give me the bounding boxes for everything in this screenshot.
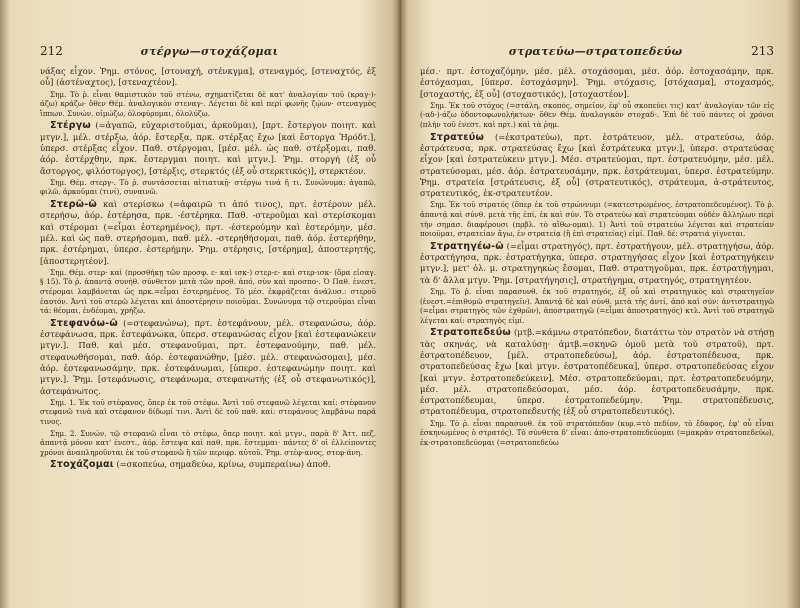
dictionary-entry bbox=[40, 199, 376, 267]
dictionary-note: Σημ. 2. Συνών. τῷ στεφανῶ εἶναι τὸ στέφω, ὅπερ ποιητ. καὶ μτγν., παρὰ δ' Ἀττ. πεζ. ἀπαντᾷ μόνον κατ' ἐνεστ., ἀόρ. ἔστεψα καὶ παθ. πρκ. ἔστεμμαι· πάντες δ' οἱ ἐλλείποντες χρόνοι ἀναπληροῦνται ἐκ τοῦ στεφανῶ ἢ τῶν περιφρ. αὐτοῦ. Ῥημ. στέφ-ανος, στεφ-άνη. bbox=[40, 428, 376, 457]
entry-headword: Στέργω bbox=[50, 120, 91, 132]
dictionary-note: Σημ. Τὸ ῥ. εἶναι θαμιστικὸν τοῦ στένω, σχηματίζεται δὲ κατ' ἀναλογίαν τοῦ (κραγ-)-άζω) κράζω· ὅθεν Θέμ. ἀναλογικὸν στεναγ-. Λέγεται δὲ καὶ περί φωνῆς ζῴων· στεναγμὸς ἵππων. Συνών. οἰμώζω, ὀλοφύρομαι, ὀλολύζω. bbox=[40, 89, 376, 118]
continued-text: νάξας εἶχον. Ῥημ. στόνος, [στοναχή, στένκγμα], στεναγμός, [στεναχτός, ἐξ οὗ] (ἀστέναχτος), [στεναχτέον]. bbox=[40, 66, 376, 88]
right-entries bbox=[420, 66, 774, 448]
left-entries bbox=[40, 66, 376, 471]
entry-headword: Στρατεύω bbox=[430, 131, 485, 143]
left-page bbox=[0, 0, 398, 608]
continued-text: μέσ.· πρτ. ἐστοχαζόμην, μέσ. μέλ. στοχάσομαι, μέσ. ἀόρ. ἐστοχασάμην, πρκ. ἐστόχασμαι, [ὑπερσ. ἐστοχάσμην]. Ῥημ. στόχασις, [στόχασμα], στοχασμός, [στοχαστής, ἐξ οὗ] (στοχαστικός), [στοχαστέον]. bbox=[420, 66, 774, 99]
right-running-head bbox=[420, 44, 774, 58]
entry-body: (=σκοπεύω, σημαδεύω, κρίνω, συμπεραίνω) ἀποθ. bbox=[116, 459, 331, 470]
dictionary-note: Σημ. Θέμ. στεργ-. Τὸ ῥ. συντάσσεται αἰτιατικῇ· στέργω τινά ἤ τι. Συνώνυμα: ἀγαπῶ, φιλῶ, ἀρκοῦμαι (τινί), συναινῶ. bbox=[40, 177, 376, 197]
left-running-head bbox=[40, 44, 376, 58]
entry-body: (=ἐκστρατεύω), πρτ. ἐστράτευον, μέλ. στρατεύσω, ἀόρ. ἐστράτευσα, πρκ. στρατεύσας ἔχω [καὶ ἐστράτευκα μτγν.], ὑπερσ. στρατεύσας εἶχον [καὶ ἐστρατεύκειν μτγν.]. Μέσ. στρατεύομαι, πρτ. ἐστρατευόμην, μέσ. μέλ. στρατεύσομαι, μέσ. ἀόρ. ἐστρατευσάμην, πρκ. ἐστράτευμαι, ὑπερσ. ἐστρατεύμην. Ῥημ. στρατεία [στράτευσις, ἐξ οὗ] (στρατευτικός), στράτευμα, ἀ-στράτευτος, στρατευτικός, ἐκ-στρατευτέον. bbox=[420, 131, 774, 199]
dictionary-entry bbox=[40, 459, 376, 470]
entry-body: (=εἶμαι στρατηγός), πρτ. ἐστρατήγουν, μέλ. στρατηγήσω, ἀόρ. ἐστρατήγησα, πρκ. ἐστρατήγηκα, ὑπερσ. στρατηγήσας εἶχον [καὶ ἐστρατηγήκειν μτγν.], μετ' ὀλ. μ. στρατηγηκὼς ἔσομαι, Παθ. στρατηγοῦμαι, πρκ. ἐστρατήγημαι, τὰ δ' ἄλλα μτγν. Ῥημ. [στρατήγησις], στρατήγημα, στρατηγός, στρατηγητέον. bbox=[420, 240, 774, 285]
dictionary-entry bbox=[40, 318, 376, 397]
dictionary-note: Σημ. Ἐκ τοῦ στόχος (=στάλη, σκοπός, σημεῖον, ἐφ' οὗ σκοπεύει τις) κατ' ἀναλογίαν τῶν εἰς (-αδ-)-άζω ὀδοντοφωνολήκτων· ὅθεν Θέμ. ἀναλογικὸν στοχαδ-. Ἐπὶ δὲ τοῦ πάντες οἱ χρόνοι (πλὴν τοῦ ἐνεστ. καὶ πρτ.) καὶ τὰ ῥημ. bbox=[420, 100, 774, 130]
entry-headword: Στερῶ-ῶ bbox=[50, 199, 97, 211]
dictionary-note: Σημ. Τὸ ῥ. εἶναι παρασυνθ. ἐκ τοῦ στρατόπεδον (κυρ.=τὸ πεδίον, τὸ ἔδαφος, ἐφ' οὗ εἶναι ἐσκηνωμένος ὁ στρατός). Τὸ σύνθετα δ' εἶναι: ἀπο-στρατοπεδεύομαι (=μακρὰν στρατοπεδεύω), ἐκ-στρατοπεδεύομαι (=στρατοπεδεύω bbox=[420, 418, 774, 447]
entry-headword: Στοχάζομαι bbox=[50, 459, 114, 471]
dictionary-entry bbox=[40, 120, 376, 176]
entry-body: (μτβ.=κάμνω στρατόπεδον, διατάττω τὸν στρατὸν νὰ στήσῃ τὰς σκηνάς, νὰ καταλύσῃ· ἀμτβ.=σκηνῶ ὁμοῦ μετὰ τοῦ στρατοῦ), πρτ. ἐστρατοπέδευον, [μέλ. στρατοπεδεύσω], ἀόρ. ἐστρατοπέδευσα, πρκ. στρατοπεδεύσας ἔχω [καὶ μτγν. ἐστρατοπέδευκα], ὑπερσ. στρατοπεδεύσας εἶχον [καὶ μτγν. ἐστρατοπεδεύκειν]. Μέσ. στρατοπεδεύομαι, πρτ. ἐστρατοπεδευόμην, μέσ. μέλ. στρατοπεδεύσομαι, μέσ. ἀόρ. ἐστρατοπεδευσάμην, πρκ. ἐστρατοπέδευμαι, ὑπερσ. ἐστρατοπεδεύμην. Ῥημ. στρατοπέδευσις, στρατοπέδευμα, στρατοπεδευτής (ἐξ οὗ στρατοπεδευτικός). bbox=[420, 327, 774, 417]
left-page-number: 212 bbox=[40, 44, 63, 58]
entry-headword: Στρατηγέω-ῶ bbox=[430, 240, 504, 252]
dictionary-note: Σημ. 1. Ἐκ τοῦ στέφανος, ὅπερ ἐκ τοῦ στέφω. Ἀντὶ τοῦ στεφανῶ λέγεται καί: στέφανον στεφανῶ τινὰ καὶ στέφανον δίδωμί τινι. Ἀντὶ δὲ τοῦ παθ. καί: στεφάνους λαμβάνω παρά τινος. bbox=[40, 397, 376, 427]
left-running-title: στέργω—στοχάζομαι bbox=[140, 45, 279, 58]
right-page-edge bbox=[786, 0, 800, 608]
dictionary-entry bbox=[420, 132, 774, 200]
dictionary-entry bbox=[420, 327, 774, 417]
right-page-number: 213 bbox=[751, 44, 774, 58]
dictionary-entry bbox=[420, 241, 774, 286]
right-page bbox=[402, 0, 800, 608]
entry-body: (=στεφανώνω), πρτ. ἐστεφάνουν, μέλ. στεφανώσω, ἀόρ. ἐστεφάνωσα, πρκ. ἐστεφάνωκα, ὑπερσ. στεφανώσας εἶχον [καὶ ἐστεφανώκειν μτγν.]. Παθ. καὶ μέσ. στεφανοῦμαι, πρτ. ἐστεφανούμην, παθ. μέλ. στεφανωθήσομαι, παθ. ἀόρ. ἐστεφανώθην, [μέσ. μέλ. στεφανώσομαι], μέσ. ἀόρ. ἐστεφανωσάμην, πρκ. ἐστεφάνωμαι, [ὑπερσ. ἐστεφανώμην ποιητ. καὶ μτγν.]. Ῥημ. [στεφάνωσις, στεφάνωμα, στεφανωτής (ἐξ οὗ στεφανωτικός)], ἀστεφάνωτος. bbox=[40, 317, 376, 396]
dictionary-note: Σημ. Θέμ. στερ- καὶ (προσθήκῃ τῶν προσφ. ε- καὶ ισκ-) στερ-ε- καὶ στερ-ισκ- (ὅρα εἰσαγ. § 15). Τὸ ῥ. ἀπαντᾷ συνήθ. σύνθετον μετὰ τῶν προθ. ἀπό, σὺν καὶ προσπο-. Ὁ Παθ. ἐνεστ. στέρομαι λαμβάνεται ὡς πρκ.=εἶμαι ἐστερημένος. Τὸ μέσ. ἐκφράζεται ἀνάλυσ.: στεροῦ ἑαυτόν. Ἀντὶ τοῦ στερῶ λέγεται καὶ ἀποστέρησιν ποιοῦμαι. Συνώνυμα τῷ στεροῦμαι εἶναι τά: θέομαι, ἐνδέομαι, χρήζω. bbox=[40, 267, 376, 316]
entry-headword: Στρατοπεδεύω bbox=[430, 327, 511, 339]
entry-headword: Στεφανόω-ῶ bbox=[50, 317, 118, 329]
dictionary-note: Σημ. Ἐκ τοῦ στρατός (ὅπερ ἐκ τοῦ στρώννυμι (=κατεστρωμένος, ἐστρατοπεδευμένος). Τὸ ῥ. ἀπαντᾷ καὶ σύνθ. μετὰ τῆς ἐπί, ἐκ καὶ σύν. Τὸ στρατεύω καὶ στρατεύομαι οὐδὲν ἄλληλων περί τὴν σημασ. διαφέρουσι (πρβλ. τὸ αἴθω-ομαι). 1) Ἀντὶ τοῦ στρατεύω λέγεται καὶ στρατείαν ποιοῦμαι, στρατείαν ἄγω, ἐν στρατείᾳ (ἢ ἐπὶ στρατείας) εἰμί. Παθ. δέ: στρατιά γίγνεται. bbox=[420, 200, 774, 239]
entry-body: καὶ στερίσκω (=ἀφαιρῶ τι ἀπό τινος), πρτ. ἐστέρουν μέλ. στερήσω, ἀόρ. ἐστέρησα, πρκ. -έστέρηκα. Παθ. -στεροῦμαι καὶ στερίσκομαι καὶ στέρομαι (=εἶμαι ἐστερημένος), πρτ. -έστερούμην καὶ ἐστερόμην, μέσ. μέλ. καὶ ὡς παθ. στερήσομαι, παθ. μέλ. -στερηθήσομαι, παθ. ἀόρ. ἐστερήθην, πρκ. ἐστέρημαι, ὑπερσ. ἐστερήμην. Ῥημ. στέρησις, [στέρημα], ἀποστερητής, [ἀποστερητέον]. bbox=[40, 199, 376, 266]
entry-body: (=ἀγαπῶ, εὐχαριστοῦμαι, ἀρκοῦμαι), [πρτ. ἔστεργον ποιητ. καὶ μτγν.], μέλ. στέρξω, ἀόρ. ἔστερξα, πρκ. στέρξας ἔχω [καὶ ἔστοργα Ἡρόδτ.], ὑπερσ. στέρξας εἶχον. Παθ. στέργομαι, [μέσ. μέλ. ὡς παθ. στέρξομαι, παθ. ἀόρ. ἐστέρχθην, πρκ. ἔστεργμαι ποιητ. καὶ μτγν.]. Ῥημ. στοργή (ἐξ οὗ ἄστοργος, φιλόστοργος), [στέρξις, στερκτός (ἐξ οὗ στερκτικός)], στερκτέον. bbox=[40, 120, 376, 176]
right-running-title: στρατεύω—στρατοπεδεύω bbox=[508, 45, 683, 58]
dictionary-note: Σημ. Τὸ ῥ. εἶναι παρασυνθ. ἐκ τοῦ στρατηγός, ἐξ οὗ καὶ στρατηγικὸς καὶ στρατηγεῖον (ἐνεστ.=ἐπιθυμῶ στρατηγεῖν). Ἀπαντᾷ δὲ καὶ σύνθ. μετὰ τῆς ἀντί, ἀπό καὶ σύν: ἀντιστρατηγῶ (=εἶμαι στρατηγὸς τῶν ἐχθρῶν), ἀποστρατηγῶ (=εἶμαι ἀποστρατηγός) κτλ. Ἀντὶ τοῦ στρατηγῶ λέγεται καί: στρατηγὸς εἰμί. bbox=[420, 287, 774, 325]
